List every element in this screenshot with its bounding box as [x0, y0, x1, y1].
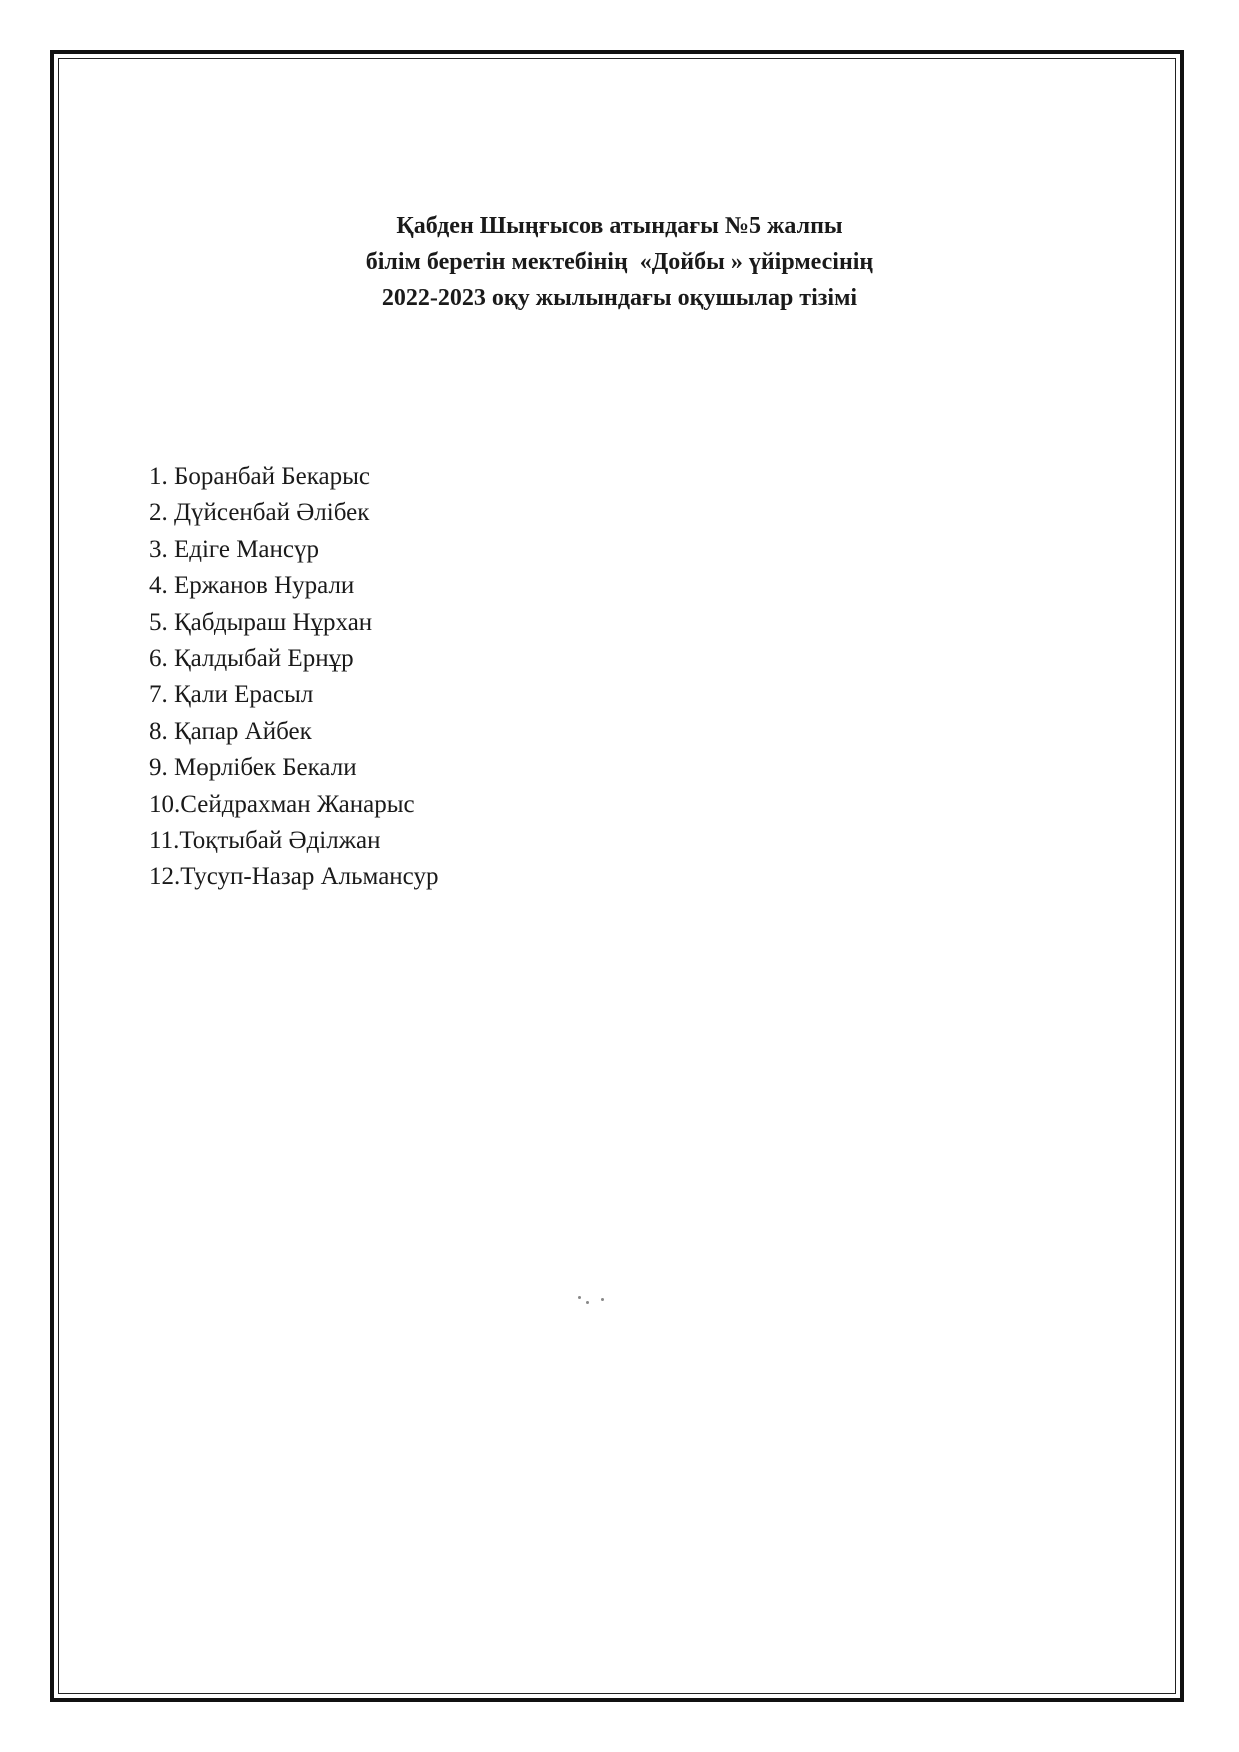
document-heading	[0, 208, 1239, 316]
student-item: 10.Сейдрахман Жанарыс	[149, 790, 415, 818]
scan-speck	[586, 1301, 589, 1304]
heading-line-1: Қабден Шыңғысов атындағы №5 жалпы	[396, 213, 843, 239]
student-item: 1. Боранбай Бекарыс	[149, 463, 370, 490]
scan-speck	[578, 1296, 581, 1299]
student-list	[149, 459, 438, 896]
student-item: 12.Тусуп-Назар Альмансур	[149, 863, 439, 891]
scan-speck	[601, 1298, 604, 1301]
heading-line-2: білім беретін мектебінің «Дойбы » үйірмесінің	[365, 249, 874, 275]
student-item: 11.Тоқтыбай Әділжан	[149, 827, 381, 855]
student-item: 6. Қалдыбай Ернұр	[149, 645, 354, 673]
student-item: 3. Едіге Мансүр	[149, 535, 320, 563]
student-item: 4. Ержанов Нурали	[149, 572, 355, 600]
student-item: 2. Дүйсенбай Әлібек	[149, 499, 370, 527]
student-item: 9. Мөрлібек Бекали	[149, 754, 357, 782]
student-item: 8. Қапар Айбек	[149, 717, 312, 745]
student-item: 5. Қабдыраш Нұрхан	[149, 608, 373, 636]
student-item: 7. Қали Ерасыл	[149, 681, 314, 709]
heading-line-3: 2022-2023 оқу жылындағы оқушылар тізімі	[381, 285, 858, 311]
